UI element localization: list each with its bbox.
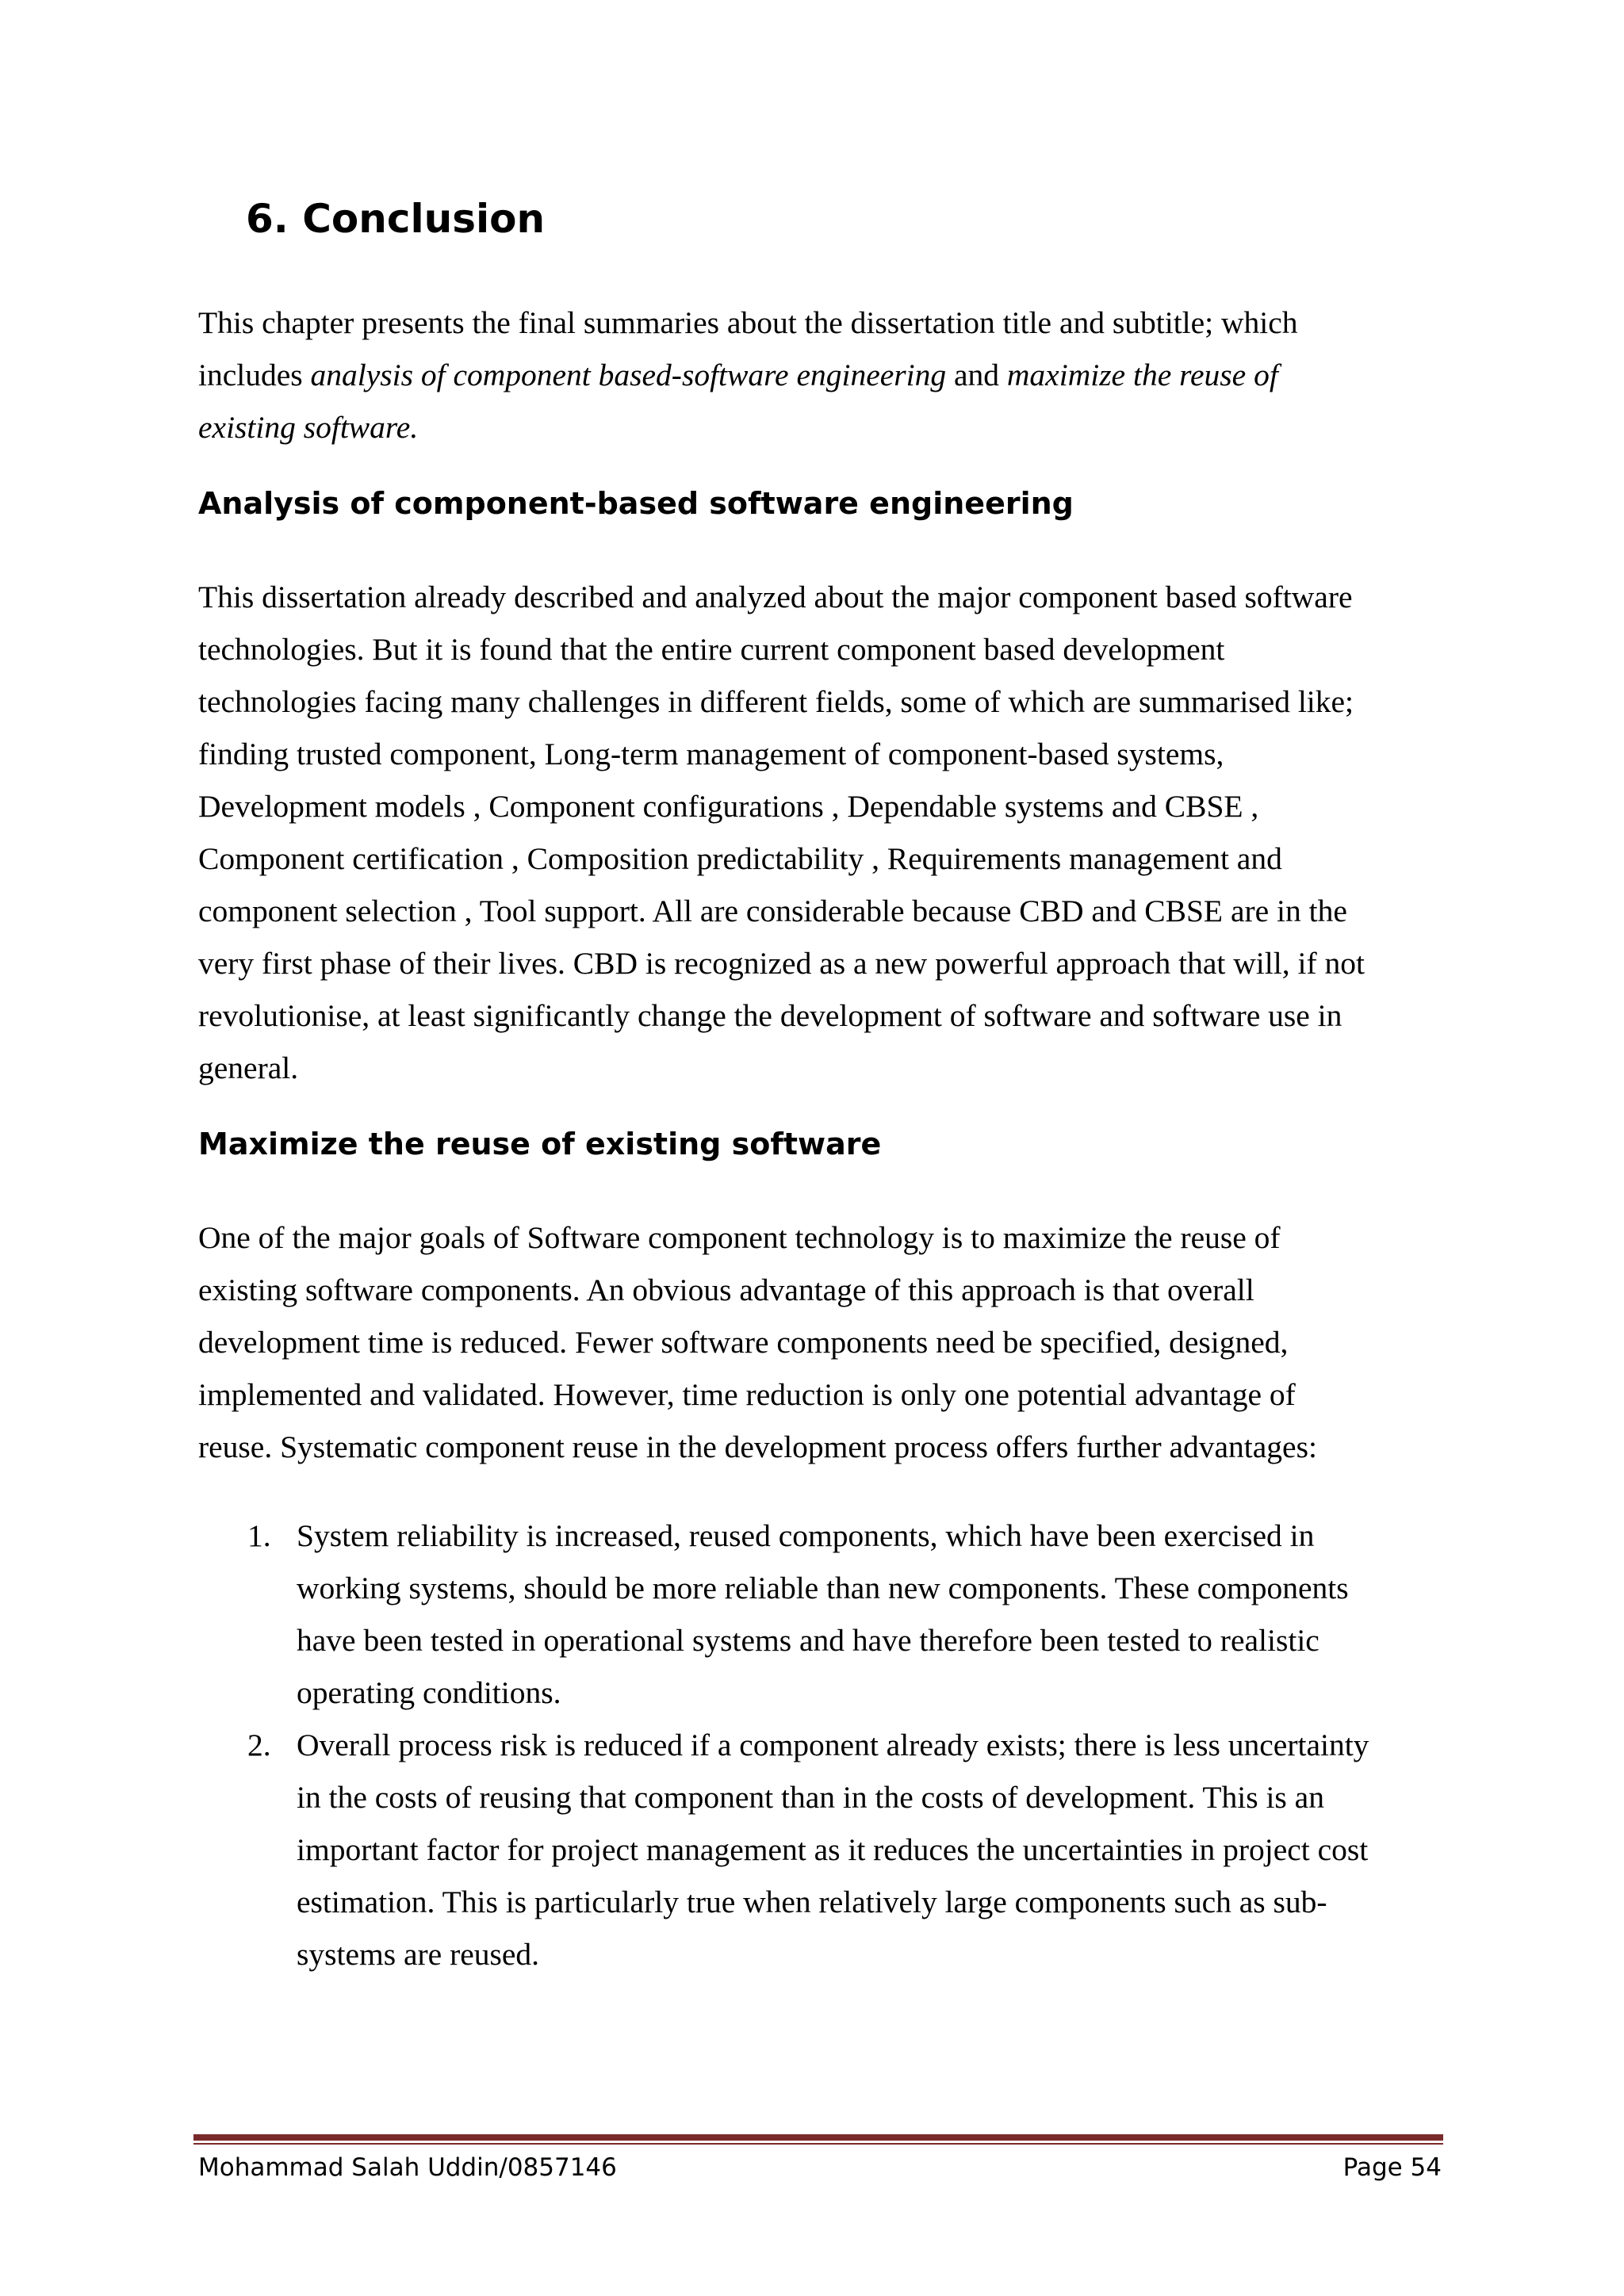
chapter-title: 6. Conclusion xyxy=(246,196,546,242)
intro-line-2: includes analysis of component based-software engineering and maximize the reuse of xyxy=(198,358,1278,392)
paragraph-line: technologies. But it is found that the entire current component based development xyxy=(198,632,1225,667)
paragraph-line: Development models , Component configurations , Dependable systems and CBSE , xyxy=(198,789,1259,824)
footer-author: Mohammad Salah Uddin/0857146 xyxy=(198,2153,617,2182)
paragraph-line: This dissertation already described and analyzed about the major component based software xyxy=(198,580,1353,614)
paragraph-line: finding trusted component, Long-term management of component-based systems, xyxy=(198,737,1224,771)
list-marker: 2. xyxy=(247,1728,271,1762)
list-line: working systems, should be more reliable than new components. These components xyxy=(297,1571,1349,1605)
list-line: have been tested in operational systems and have therefore been tested to realistic xyxy=(297,1623,1320,1658)
section-heading-reuse: Maximize the reuse of existing software xyxy=(198,1127,882,1161)
list-line: systems are reused. xyxy=(297,1937,540,1972)
footer-divider-thin xyxy=(193,2143,1443,2145)
paragraph-line: revolutionise, at least significantly change the development of software and software use in xyxy=(198,998,1342,1033)
section-heading-analysis: Analysis of component-based software engineering xyxy=(198,486,1074,521)
paragraph-line: technologies facing many challenges in different fields, some of which are summarised like; xyxy=(198,684,1354,719)
intro-emphasis-3: existing software. xyxy=(198,410,419,445)
footer-divider-thick xyxy=(193,2134,1443,2141)
list-item xyxy=(198,1719,1435,1980)
paragraph-line: reuse. Systematic component reuse in the development process offers further advantages: xyxy=(198,1429,1317,1464)
intro-line-3 xyxy=(198,401,1435,453)
intro-emphasis-1: analysis of component based-software engineering xyxy=(310,358,947,392)
list-line: operating conditions. xyxy=(297,1675,561,1710)
footer-page-number: Page 54 xyxy=(1342,2153,1442,2182)
list-line: in the costs of reusing that component than in the costs of development. This is an xyxy=(297,1780,1324,1815)
list-marker: 1. xyxy=(247,1518,271,1553)
list-line: System reliability is increased, reused components, which have been exercised in xyxy=(297,1518,1315,1553)
paragraph-line: very first phase of their lives. CBD is recognized as a new powerful approach that will, if not xyxy=(198,946,1365,981)
paragraph-line: development time is reduced. Fewer software components need be specified, designed, xyxy=(198,1325,1289,1360)
paragraph-line: component selection , Tool support. All are considerable because CBD and CBSE are in the xyxy=(198,894,1347,928)
paragraph-line: existing software components. An obvious advantage of this approach is that overall xyxy=(198,1272,1254,1307)
paragraph-line: Component certification , Composition predictability , Requirements management and xyxy=(198,841,1282,876)
list-line: estimation. This is particularly true when relatively large components such as sub- xyxy=(297,1885,1327,1919)
intro-line-1: This chapter presents the final summaries about the dissertation title and subtitle; which xyxy=(198,305,1298,340)
intro-paragraph xyxy=(198,297,1435,453)
intro-emphasis-2: maximize the reuse of xyxy=(1006,358,1278,392)
analysis-paragraph xyxy=(198,571,1435,1094)
paragraph-line: One of the major goals of Software component technology is to maximize the reuse of xyxy=(198,1220,1281,1255)
list-line: important factor for project management as it reduces the uncertainties in project cost xyxy=(297,1832,1369,1867)
reuse-paragraph xyxy=(198,1211,1435,1473)
paragraph-line: implemented and validated. However, time reduction is only one potential advantage of xyxy=(198,1377,1296,1412)
list-line: Overall process risk is reduced if a component already exists; there is less uncertainty xyxy=(297,1728,1369,1762)
paragraph-line: general. xyxy=(198,1050,299,1085)
advantages-list xyxy=(198,1510,1435,1980)
list-item xyxy=(198,1510,1435,1719)
